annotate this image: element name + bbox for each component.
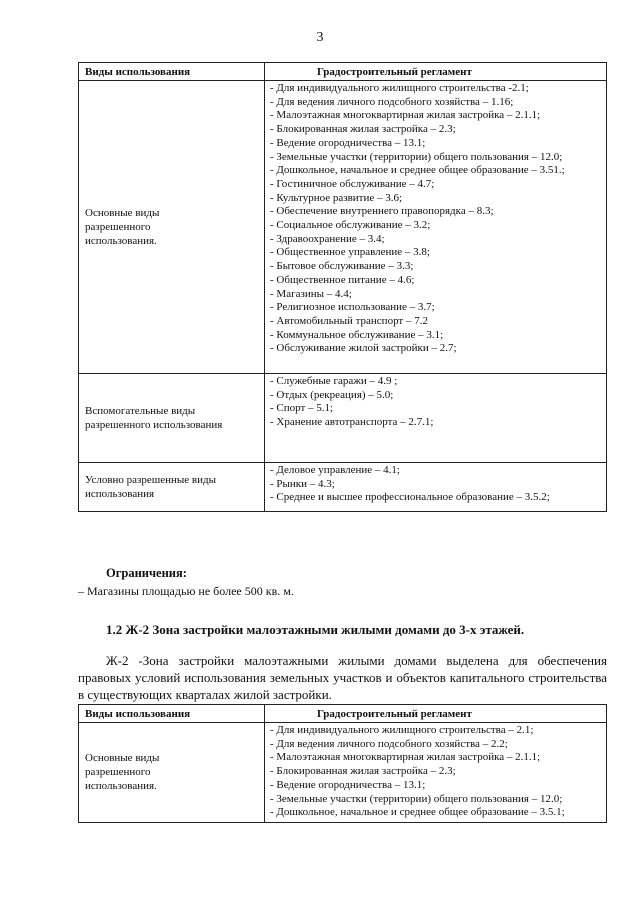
row-items-main — [265, 81, 607, 374]
list-item: - Бытовое обслуживание – 3.3; — [270, 260, 414, 273]
header-usage-types: Виды использования — [79, 705, 265, 723]
table-row — [79, 81, 607, 374]
regulation-table-zh1 — [78, 62, 607, 512]
list-item: - Для ведения личного подсобного хозяйства – 1.16; — [270, 95, 514, 108]
list-item: - Блокированная жилая застройка – 2.3; — [270, 765, 456, 778]
list-item: - Земельные участки (территории) общего пользования – 12.0; — [270, 150, 563, 163]
list-item: - Коммунальное обслуживание – 3.1; — [270, 328, 444, 341]
row-type-conditional: Условно разрешенные виды использования — [79, 462, 265, 511]
list-item: - Спорт – 5.1; — [270, 402, 334, 415]
list-item: - Деловое управление – 4.1; — [270, 463, 400, 476]
list-item: - Общественное питание – 4.6; — [270, 273, 415, 286]
row-type-auxiliary: Вспомогательные виды разрешенного использования — [79, 374, 265, 463]
zone-heading: 1.2 Ж-2 Зона застройки малоэтажными жилыми домами до 3-х этажей. — [106, 622, 525, 637]
list-item: - Гостиничное обслуживание – 4.7; — [270, 177, 435, 190]
list-item: - Для индивидуального жилищного строительства – 2.1; — [270, 724, 534, 736]
list-item: - Служебные гаражи – 4.9 ; — [270, 375, 398, 388]
list-item: - Блокированная жилая застройка – 2.3; — [270, 123, 456, 136]
list-item: - Культурное развитие – 3.6; — [270, 191, 403, 204]
list-item: - Дошкольное, начальное и среднее общее образование – 3.51.; — [270, 164, 565, 177]
row-items-auxiliary — [265, 374, 607, 463]
list-item: - Здравоохранение – 3.4; — [270, 232, 385, 245]
list-item: - Ведение огородничества – 13.1; — [270, 778, 426, 791]
table-header-row — [79, 63, 607, 81]
list-item: - Хранение автотранспорта – 2.7.1; — [270, 416, 434, 429]
header-usage-types: Виды использования — [79, 63, 265, 81]
row-type-main: Основные виды разрешенного использования. — [79, 723, 265, 823]
list-item: - Обеспечение внутреннего правопорядка – 8.3; — [270, 205, 494, 218]
header-regulation: Градостроительный регламент — [265, 705, 607, 723]
header-regulation: Градостроительный регламент — [265, 63, 607, 81]
list-item: - Отдых (рекреация) – 5.0; — [270, 388, 394, 401]
list-item: - Рынки – 4.3; — [270, 477, 335, 490]
list-item: - Автомобильный транспорт – 7.2 — [270, 314, 428, 327]
list-item: - Ведение огородничества – 13.1; — [270, 136, 426, 149]
list-item: - Обслуживание жилой застройки – 2.7; — [270, 342, 457, 355]
list-item: - Магазины – 4.4; — [270, 287, 352, 300]
row-items-conditional — [265, 462, 607, 511]
restrictions-title: Ограничения: — [106, 566, 187, 580]
zone-paragraph: Ж-2 -Зона застройки малоэтажными жилыми домами выделена для обеспечения правовых условий использования земельных участков и объектов капитального строительства в существующих кварталах жилой застройки. — [78, 653, 607, 702]
list-item: - Малоэтажная многоквартирная жилая застройка – 2.1.1; — [270, 109, 541, 122]
row-type-main: Основные виды разрешенного использования. — [79, 81, 265, 374]
list-item: - Социальное обслуживание – 3.2; — [270, 219, 431, 232]
list-item: - Для ведения личного подсобного хозяйства – 2.2; — [270, 737, 508, 750]
list-item: - Земельные участки (территории) общего пользования – 12.0; — [270, 792, 563, 805]
restrictions-item: – Магазины площадью не более 500 кв. м. — [78, 584, 294, 598]
table-row — [79, 723, 607, 823]
page-number: 3 — [316, 30, 324, 45]
list-item: - Дошкольное, начальное и среднее общее образование – 3.5.1; — [270, 806, 565, 819]
table-header-row — [79, 705, 607, 723]
list-item: - Религиозное использование – 3.7; — [270, 301, 435, 314]
table-row — [79, 462, 607, 511]
list-item: - Среднее и высшее профессиональное образование – 3.5.2; — [270, 491, 550, 504]
regulation-table-zh2 — [78, 704, 607, 823]
list-item: - Общественное управление – 3.8; — [270, 246, 430, 259]
row-items-main — [265, 723, 607, 823]
table-row — [79, 374, 607, 463]
list-item: - Малоэтажная многоквартирная жилая застройка – 2.1.1; — [270, 751, 541, 764]
list-item: - Для индивидуального жилищного строительства -2.1; — [270, 82, 529, 94]
